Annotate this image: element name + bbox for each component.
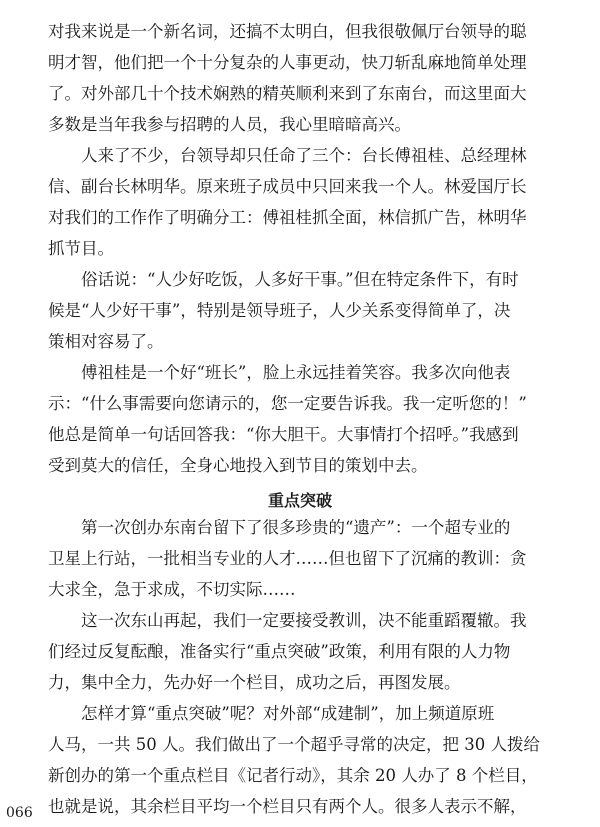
text-line: 了。对外部几十个技术娴熟的精英顺利来到了东南台，而这里面大 [48, 84, 527, 103]
text-line: 他总是简单一句话回答我：“你大胆干。大事情打个招呼。”我感到 [48, 425, 519, 444]
text-line: 力，集中全力，先办好一个栏目，成功之后，再图发展。 [48, 673, 461, 692]
text-line: 怎样才算“重点突破”呢？对外部“成建制”，加上频道原班 [81, 704, 495, 723]
bottom-text-block [48, 512, 568, 822]
text-line: 对我们的工作作了明确分工：傅祖桂抓全面，林信抓广告，林明华 [48, 208, 527, 227]
text-line: 策相对容易了。 [48, 332, 164, 351]
page-number: 066 [6, 805, 33, 821]
top-text-block [48, 16, 568, 481]
text-line: 也就是说，其余栏目平均一个栏目只有两个人。很多人表示不解， [48, 797, 527, 816]
text-line: 明才智，他们把一个十分复杂的人事更动，快刀斩乱麻地简单处理 [48, 53, 527, 72]
text-line: 多数是当年我参与招聘的人员，我心里暗暗高兴。 [48, 115, 411, 134]
text-line: 大求全，急于求成，不切实际…… [48, 580, 296, 599]
text-line: 对我来说是一个新名词，还搞不太明白，但我很敬佩厅台领导的聪 [48, 22, 527, 41]
text-line: 候是“人少好干事”，特别是领导班子，人少关系变得简单了，决 [48, 301, 511, 320]
text-line: 卫星上行站，一批相当专业的人才……但也留下了沉痛的教训：贪 [48, 549, 527, 568]
text-line: 人马，一共 50 人。我们做出了一个超乎寻常的决定，把 30 人拨给 [48, 735, 540, 754]
text-line: 新创办的第一个重点栏目《记者行动》，其余 20 人办了 8 个栏目， [48, 766, 538, 785]
text-line: 受到莫大的信任，全身心地投入到节目的策划中去。 [48, 456, 428, 475]
text-line: 傅祖桂是一个好“班长”，脸上永远挂着笑容。我多次向他表 [81, 363, 511, 382]
section-heading: 重点突破 [267, 491, 332, 510]
text-line: 第一次创办东南台留下了很多珍贵的“遗产”：一个超专业的 [81, 518, 511, 537]
text-line: 人来了不少，台领导却只任命了三个：台长傅祖桂、总经理林 [81, 146, 527, 165]
text-line: 这一次东山再起，我们一定要接受教训，决不能重蹈覆辙。我 [81, 611, 527, 630]
text-line: 示：“什么事需要向您请示的，您一定要告诉我。我一定听您的！” [48, 394, 527, 413]
text-line: 俗话说：“人少好吃饭，人多好干事。”但在特定条件下，有时 [81, 270, 519, 289]
text-line: 信、副台长林明华。原来班子成员中只回来我一个人。林爱国厅长 [48, 177, 527, 196]
text-line: 们经过反复酝酿，准备实行“重点突破”政策，利用有限的人力物 [48, 642, 511, 661]
text-line: 抓节目。 [48, 239, 114, 258]
